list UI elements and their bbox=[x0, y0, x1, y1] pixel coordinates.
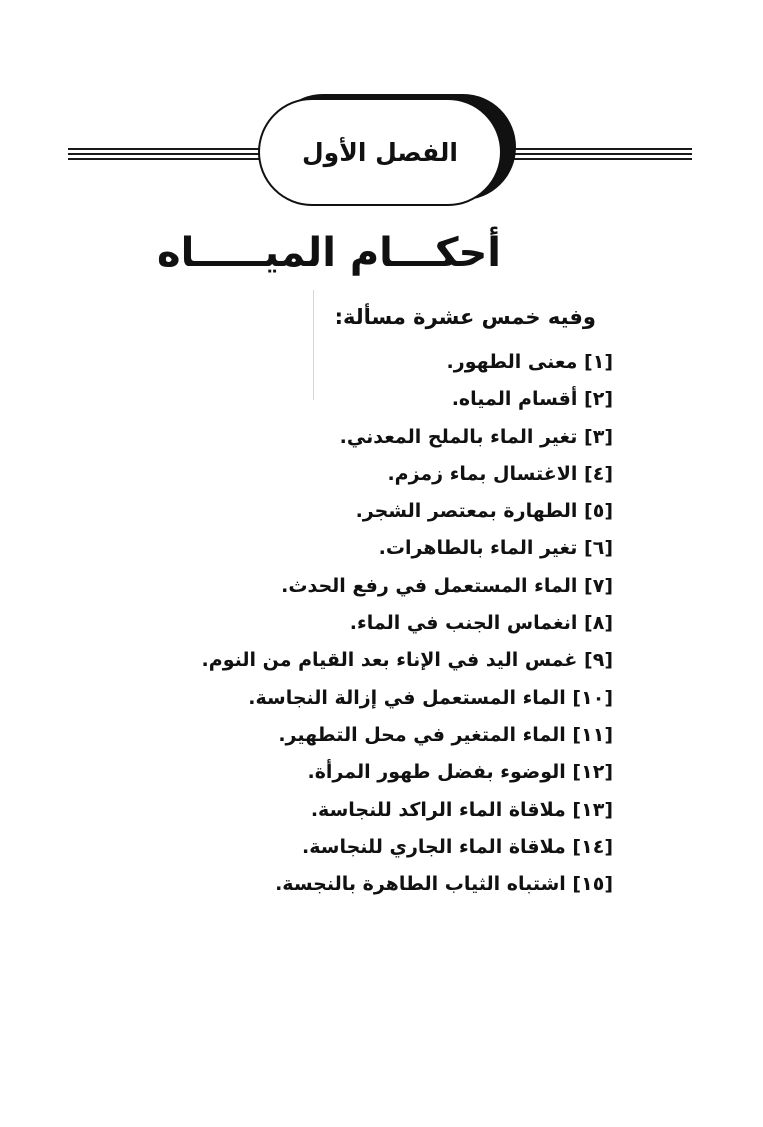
issue-item-4: [٤] الاغتسال بماء زمزم. bbox=[387, 462, 613, 485]
issue-item-13: [١٣] ملاقاة الماء الراكد للنجاسة. bbox=[310, 798, 613, 821]
issue-item-8: [٨] انغماس الجنب في الماء. bbox=[349, 612, 613, 635]
issue-item-1: [١] معنى الطهور. bbox=[446, 351, 613, 373]
header-rule-left-1 bbox=[68, 148, 262, 150]
issue-item-3: [٣] تغير الماء بالملح المعدني. bbox=[339, 425, 613, 448]
page-title: أحكـــام الميـــــاه bbox=[157, 230, 501, 276]
chapter-label: الفصل الأول bbox=[301, 137, 459, 167]
issue-item-5: [٥] الطهارة بمعتصر الشجر. bbox=[355, 500, 613, 523]
issue-item-10: [١٠] الماء المستعمل في إزالة النجاسة. bbox=[248, 686, 613, 709]
issues-intro: وفيه خمس عشرة مسألة: bbox=[334, 305, 596, 329]
issue-item-12: [١٢] الوضوء بفضل طهور المرأة. bbox=[307, 761, 613, 784]
header-rule-right-2 bbox=[498, 153, 692, 155]
issue-item-6: [٦] تغير الماء بالطاهرات. bbox=[378, 537, 613, 560]
issue-item-15: [١٥] اشتباه الثياب الطاهرة بالنجسة. bbox=[275, 873, 613, 896]
header-rule-left-2 bbox=[68, 153, 262, 155]
issue-item-9: [٩] غمس اليد في الإناء بعد القيام من النوم. bbox=[201, 649, 613, 672]
header-rule-right-1 bbox=[498, 148, 692, 150]
issue-item-7: [٧] الماء المستعمل في رفع الحدث. bbox=[281, 574, 613, 597]
header-rule-right-3 bbox=[498, 158, 692, 160]
issue-item-14: [١٤] ملاقاة الماء الجاري للنجاسة. bbox=[302, 835, 613, 858]
issue-item-11: [١١] الماء المتغير في محل التطهير. bbox=[278, 723, 613, 746]
issues-list bbox=[202, 344, 613, 903]
issue-item-2: [٢] أقسام المياه. bbox=[451, 388, 613, 411]
header-rule-left-3 bbox=[68, 158, 262, 160]
